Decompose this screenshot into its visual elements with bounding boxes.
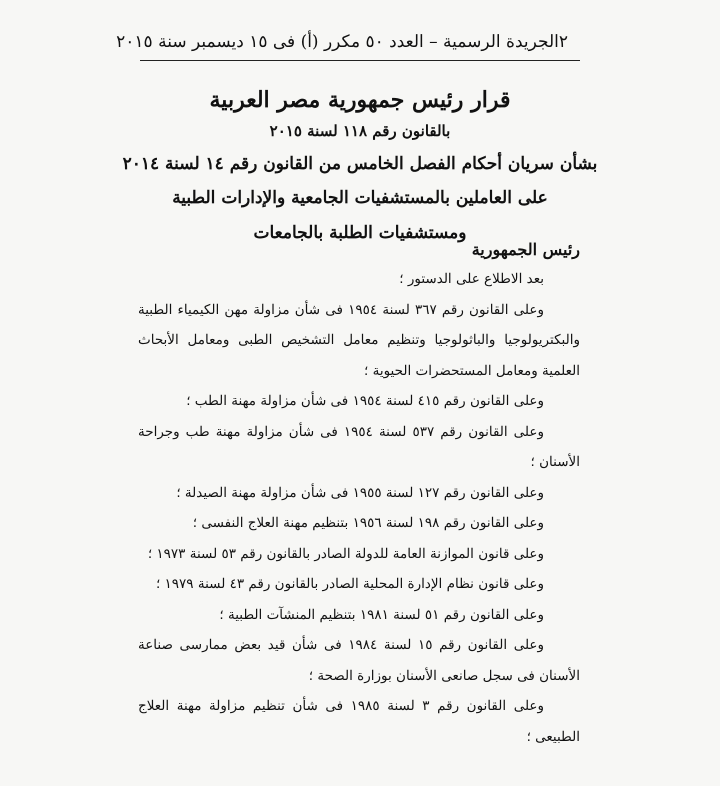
subject-line-2: على العاملين بالمستشفيات الجامعية والإدارات الطبية [172,188,548,208]
subject-line-3: ومستشفيات الطلبة بالجامعات [253,223,467,243]
page-number: ٢ [558,32,568,52]
preamble-paragraph: وعلى القانون رقم ٣٦٧ لسنة ١٩٥٤ فى شأن مزاولة مهن الكيمياء الطبية والبكتريولوجيا والباثولوجيا وتنظيم معامل التشخيص الطبى ومعامل الأبحاث العلمية ومعامل المستحضرات الحيوية ؛ [138,301,580,379]
president-label: رئيس الجمهورية [471,240,580,259]
law-number: بالقانون رقم ١١٨ لسنة ٢٠١٥ [269,122,451,140]
preamble-paragraph: وعلى قانون الموازنة العامة للدولة الصادر بالقانون رقم ٥٣ لسنة ١٩٧٣ ؛ [147,545,544,562]
decree-title: قرار رئيس جمهورية مصر العربية [209,87,511,113]
preamble-paragraph: وعلى القانون رقم ١٩٨ لسنة ١٩٥٦ بتنظيم مهنة العلاج النفسى ؛ [192,515,544,531]
subject-line-1: بشأن سريان أحكام الفصل الخامس من القانون رقم ١٤ لسنة ٢٠١٤ [122,154,598,174]
preamble-paragraph: وعلى القانون رقم ٣ لسنة ١٩٨٥ فى شأن تنظيم مزاولة مهنة العلاج الطبيعى ؛ [138,698,580,745]
gazette-issue-line: الجريدة الرسمية – العدد ٥٠ مكرر (أ) فى ١٥ ديسمبر سنة ٢٠١٥ [116,32,559,52]
preamble-paragraph: وعلى القانون رقم ٥١ لسنة ١٩٨١ بتنظيم المنشآت الطبية ؛ [219,606,544,623]
preamble-paragraph: بعد الاطلاع على الدستور ؛ [399,271,544,287]
decree-heading [120,84,600,246]
running-header [116,30,568,54]
preamble-paragraph: وعلى القانون رقم ١٢٧ لسنة ١٩٥٥ فى شأن مزاولة مهنة الصيدلة ؛ [176,484,544,501]
preamble [138,264,580,752]
preamble-paragraph: وعلى قانون نظام الإدارة المحلية الصادر بالقانون رقم ٤٣ لسنة ١٩٧٩ ؛ [155,576,544,592]
preamble-paragraph: وعلى القانون رقم ٥٣٧ لسنة ١٩٥٤ فى شأن مزاولة مهنة طب وجراحة الأسنان ؛ [138,423,580,470]
preamble-paragraph: وعلى القانون رقم ١٥ لسنة ١٩٨٤ فى شأن قيد بعض ممارسى صناعة الأسنان فى سجل صانعى الأسنان بوزارة الصحة ؛ [138,637,580,684]
preamble-paragraph: وعلى القانون رقم ٤١٥ لسنة ١٩٥٤ فى شأن مزاولة مهنة الطب ؛ [186,393,544,409]
header-divider [140,60,580,61]
